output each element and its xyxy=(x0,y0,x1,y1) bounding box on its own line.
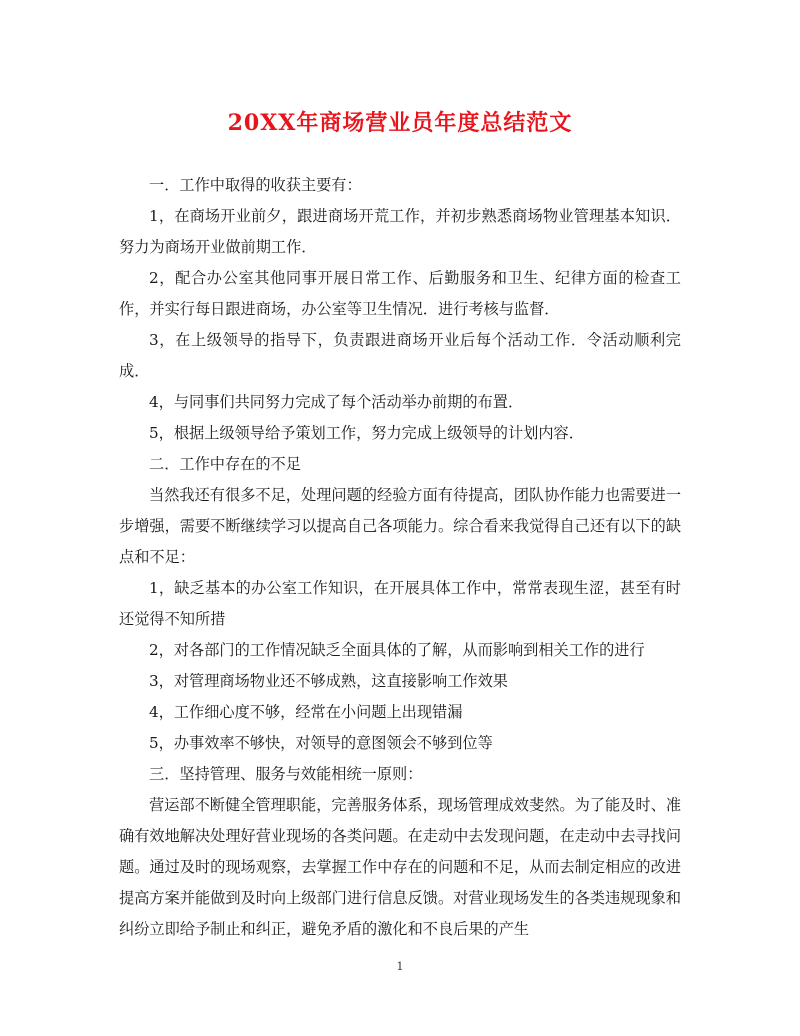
list-item: 2，对各部门的工作情况缺乏全面具体的了解，从而影响到相关工作的进行 xyxy=(149,641,645,659)
list-item: 4，工作细心度不够，经常在小问题上出现错漏 xyxy=(149,703,463,721)
document-body xyxy=(119,170,681,945)
list-item: 1，在商场开业前夕，跟进商场开荒工作，并初步熟悉商场物业管理基本知识．努力为商场开业做前期工作． xyxy=(119,207,681,256)
section-heading-2: 二．工作中存在的不足 xyxy=(149,455,301,473)
page-number: 1 xyxy=(396,960,404,973)
list-item: 3，在上级领导的指导下，负责跟进商场开业后每个活动工作．令活动顺利完成． xyxy=(119,331,681,380)
list-item: 4，与同事们共同努力完成了每个活动举办前期的布置． xyxy=(149,393,524,411)
list-item: 1，缺乏基本的办公室工作知识，在开展具体工作中，常常表现生涩，甚至有时还觉得不知所措 xyxy=(119,579,681,628)
list-item: 5，办事效率不够快，对领导的意图领会不够到位等 xyxy=(149,734,493,752)
body-paragraph: 营运部不断健全管理职能，完善服务体系，现场管理成效斐然。为了能及时、准确有效地解决处理好营业现场的各类问题。在走动中去发现问题，在走动中去寻找问题。通过及时的现场观察，去掌握工作中存在的问题和不足，从而去制定相应的改进提高方案并能做到及时向上级部门进行信息反馈。对营业现场发生的各类违规现象和纠纷立即给予制止和纠正，避免矛盾的激化和不良后果的产生 xyxy=(119,796,681,938)
section-heading-3: 三．坚持管理、服务与效能相统一原则： xyxy=(149,765,423,783)
list-item: 5，根据上级领导给予策划工作，努力完成上级领导的计划内容． xyxy=(149,424,584,442)
body-paragraph: 当然我还有很多不足，处理问题的经验方面有待提高，团队协作能力也需要进一步增强，需要不断继续学习以提高自己各项能力。综合看来我觉得自己还有以下的缺点和不足： xyxy=(119,486,681,566)
list-item: 2，配合办公室其他同事开展日常工作、后勤服务和卫生、纪律方面的检查工作，并实行每日跟进商场，办公室等卫生情况．进行考核与监督． xyxy=(119,269,681,318)
section-heading-1: 一．工作中取得的收获主要有： xyxy=(149,176,362,194)
document-title: 20XX年商场营业员年度总结范文 xyxy=(227,110,573,136)
list-item: 3，对管理商场物业还不够成熟，这直接影响工作效果 xyxy=(149,672,508,690)
